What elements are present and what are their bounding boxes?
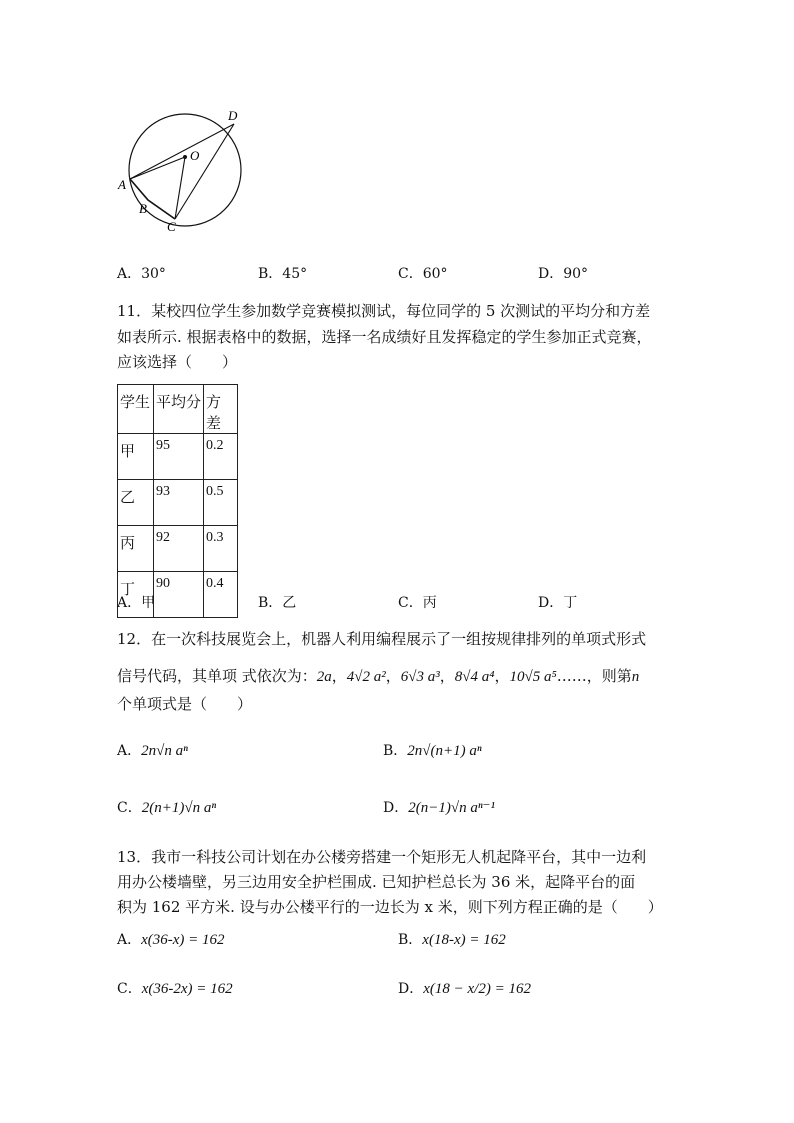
table-row (118, 434, 238, 480)
table-row (118, 526, 238, 572)
cell-average: 95 (154, 434, 204, 480)
q13-option-c-expr: x(36-2x) = 162 (141, 981, 233, 997)
q12-term-1: 2a (316, 669, 332, 685)
header-average: 平均分 (154, 385, 204, 434)
q10-option-a[interactable]: A．30° (117, 266, 166, 282)
header-variance: 方差 (204, 385, 238, 434)
q12-variable-n: n (631, 669, 640, 685)
label-a: A (118, 177, 126, 192)
q11-text-line-2: 如表所示. 根据表格中的数据，选择一名成绩好且发挥稳定的学生参加正式竞赛， (117, 328, 652, 346)
segment-dc (175, 124, 234, 219)
q13-option-a-expr: x(36-x) = 162 (141, 932, 225, 948)
q12-option-a-label: A． (117, 743, 142, 759)
label-c: C (167, 219, 176, 234)
segment-oc (175, 157, 185, 219)
q12-term-5: 10√5 a⁵ (509, 669, 557, 685)
cell-student: 甲 (118, 434, 154, 480)
cell-student: 丙 (118, 526, 154, 572)
q12-option-d[interactable] (383, 797, 495, 817)
q12-option-c-expr: 2(n+1)√n aⁿ (141, 800, 217, 816)
q13-option-d-expr: x(18 − x/2) = 162 (423, 981, 531, 997)
circle-geometry-figure (110, 100, 255, 240)
cell-average: 92 (154, 526, 204, 572)
q12-text-line-1: 12．在一次科技展览会上，机器人利用编程展示了一组按规律排列的单项式形式 (117, 630, 647, 648)
q13-text-line-2: 用办公楼墙壁，另三边用安全护栏围成. 已知护栏总长为 36 米，起降平台的面 (117, 873, 636, 891)
label-d: D (228, 108, 238, 123)
q13-option-b[interactable] (398, 929, 506, 949)
score-table (117, 384, 238, 618)
table-header-row (118, 385, 238, 434)
q13-option-b-expr: x(18-x) = 162 (422, 932, 506, 948)
q13-option-d[interactable] (398, 978, 531, 998)
cell-average: 93 (154, 480, 204, 526)
q13-text-line-1: 13．我市一科技公司计划在办公楼旁搭建一个矩形无人机起降平台，其中一边利 (117, 848, 647, 866)
q11-text-line-3: 应该选择（ ） (117, 353, 238, 371)
label-b: B (139, 201, 147, 216)
cell-student: 丁 (118, 572, 154, 618)
q13-option-a[interactable] (117, 929, 225, 949)
segment-oa (130, 157, 185, 179)
q12-option-c-label: C． (117, 800, 142, 816)
q12-option-d-expr: 2(n−1)√n aⁿ⁻¹ (408, 800, 495, 816)
q12-line-2-prefix: 信号代码，其单项 式依次为： (117, 667, 317, 685)
q12-term-4: 8√4 a⁴ (454, 669, 495, 685)
q12-option-b-label: B． (383, 743, 408, 759)
q10-option-c[interactable]: C．60° (398, 266, 448, 282)
q12-option-a[interactable] (117, 740, 188, 760)
q11-text-line-1: 11．某校四位学生参加数学竞赛模拟测试，每位同学的 5 次测试的平均分和方差 (117, 302, 651, 320)
q10-option-d[interactable]: D．90° (538, 266, 589, 282)
label-o: O (190, 148, 200, 163)
segment-ad (130, 124, 234, 179)
q12-text-line-3: 个单项式是（ ） (117, 695, 253, 713)
cell-variance: 0.4 (204, 572, 238, 618)
q10-option-b[interactable]: B．45° (258, 266, 308, 282)
cell-variance: 0.2 (204, 434, 238, 480)
header-student: 学生 (118, 385, 154, 434)
q13-option-b-label: B． (398, 932, 423, 948)
cell-student: 乙 (118, 480, 154, 526)
q12-text-line-2: 信号代码，其单项 式依次为：2a，4√2 a²，6√3 a³，8√4 a⁴，10√5 a⁵……，则第n (117, 667, 640, 685)
q12-line-2-suffix: ……，则第 (556, 667, 632, 685)
q11-option-c[interactable]: C．丙 (398, 595, 437, 611)
q12-option-a-expr: 2n√n aⁿ (141, 743, 188, 759)
q13-option-a-label: A． (117, 932, 142, 948)
q13-option-c-label: C． (117, 981, 142, 997)
q13-text-line-3: 积为 162 平方米. 设与办公楼平行的一边长为 x 米，则下列方程正确的是（ ） (117, 898, 663, 916)
center-point (183, 155, 187, 159)
cell-variance: 0.5 (204, 480, 238, 526)
q12-option-b[interactable] (383, 740, 482, 760)
q11-option-b[interactable]: B．乙 (258, 595, 297, 611)
q11-option-d[interactable]: D．丁 (538, 595, 578, 611)
q13-option-d-label: D． (398, 981, 424, 997)
q12-option-d-label: D． (383, 800, 409, 816)
q12-option-c[interactable] (117, 797, 216, 817)
q12-term-2: 4√2 a² (346, 669, 386, 685)
q12-term-3: 6√3 a³ (400, 669, 440, 685)
q11-option-a[interactable]: A．甲 (117, 595, 156, 611)
cell-average: 90 (154, 572, 204, 618)
q13-option-c[interactable] (117, 978, 233, 998)
q12-option-b-expr: 2n√(n+1) aⁿ (407, 743, 482, 759)
table-row (118, 480, 238, 526)
cell-variance: 0.3 (204, 526, 238, 572)
